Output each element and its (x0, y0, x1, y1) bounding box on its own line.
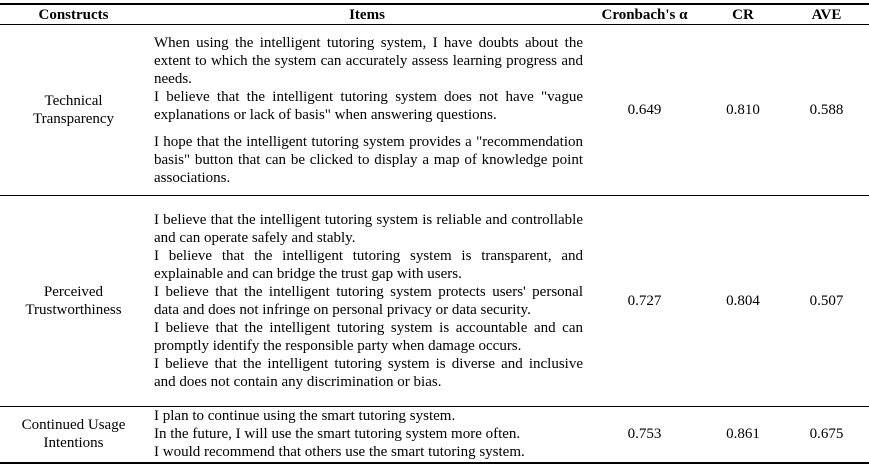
items-cell (147, 196, 587, 407)
ave-value: 0.675 (784, 407, 869, 463)
alpha-value: 0.753 (587, 407, 702, 463)
ave-value: 0.507 (784, 196, 869, 407)
construct-name: Intentions (43, 435, 104, 452)
cr-value: 0.861 (702, 407, 784, 463)
construct-name: Perceived (43, 284, 104, 300)
item-text: In the future, I will use the smart tutoring system more often. (154, 426, 521, 443)
items-cell (147, 407, 587, 463)
header-items: Items (147, 4, 587, 25)
item-text: I believe that the intelligent tutoring system is accountable and can promptly identify the responsible party when damage occurs. (154, 320, 583, 354)
construct-name: Transparency (32, 111, 115, 127)
construct-name: Trustworthiness (25, 302, 122, 318)
construct-cell (0, 407, 147, 463)
table-row (0, 196, 869, 407)
construct-name: Technical (44, 93, 103, 109)
item-text: I hope that the intelligent tutoring system provides a "recommendation basis" button that can be clicked to display a map of knowledge point associations. (154, 133, 583, 186)
item-text: I believe that the intelligent tutoring system is reliable and controllable and can operate safely and stably. (154, 212, 583, 246)
item-text: I plan to continue using the smart tutoring system. (154, 408, 456, 425)
reliability-table (0, 3, 869, 464)
construct-name: Continued Usage (21, 417, 126, 434)
header-cr: CR (702, 4, 784, 25)
header-alpha: Cronbach's α (587, 4, 702, 25)
table-row (0, 25, 869, 196)
header-constructs: Constructs (0, 4, 147, 25)
items-cell (147, 25, 587, 196)
header-row (0, 4, 869, 25)
item-text: I believe that the intelligent tutoring system is transparent, and explainable and can bridge the trust gap with users. (154, 248, 583, 282)
ave-value: 0.588 (784, 25, 869, 196)
construct-cell (0, 196, 147, 407)
item-text: When using the intelligent tutoring system, I have doubts about the extent to which the system can accurately assess learning progress and needs. (154, 34, 583, 87)
alpha-value: 0.727 (587, 196, 702, 407)
cr-value: 0.810 (702, 25, 784, 196)
cr-value: 0.804 (702, 196, 784, 407)
item-text: I would recommend that others use the smart tutoring system. (154, 444, 525, 461)
item-text: I believe that the intelligent tutoring system is diverse and inclusive and does not contain any discrimination or bias. (154, 356, 583, 390)
item-text: I believe that the intelligent tutoring system does not have "vague explanations or lack of basis" when answering questions. (154, 88, 583, 123)
construct-cell (0, 25, 147, 196)
table-row (0, 407, 869, 463)
alpha-value: 0.649 (587, 25, 702, 196)
item-text: I believe that the intelligent tutoring system protects users' personal data and does not infringe on personal privacy or data security. (154, 284, 583, 318)
header-ave: AVE (784, 4, 869, 25)
